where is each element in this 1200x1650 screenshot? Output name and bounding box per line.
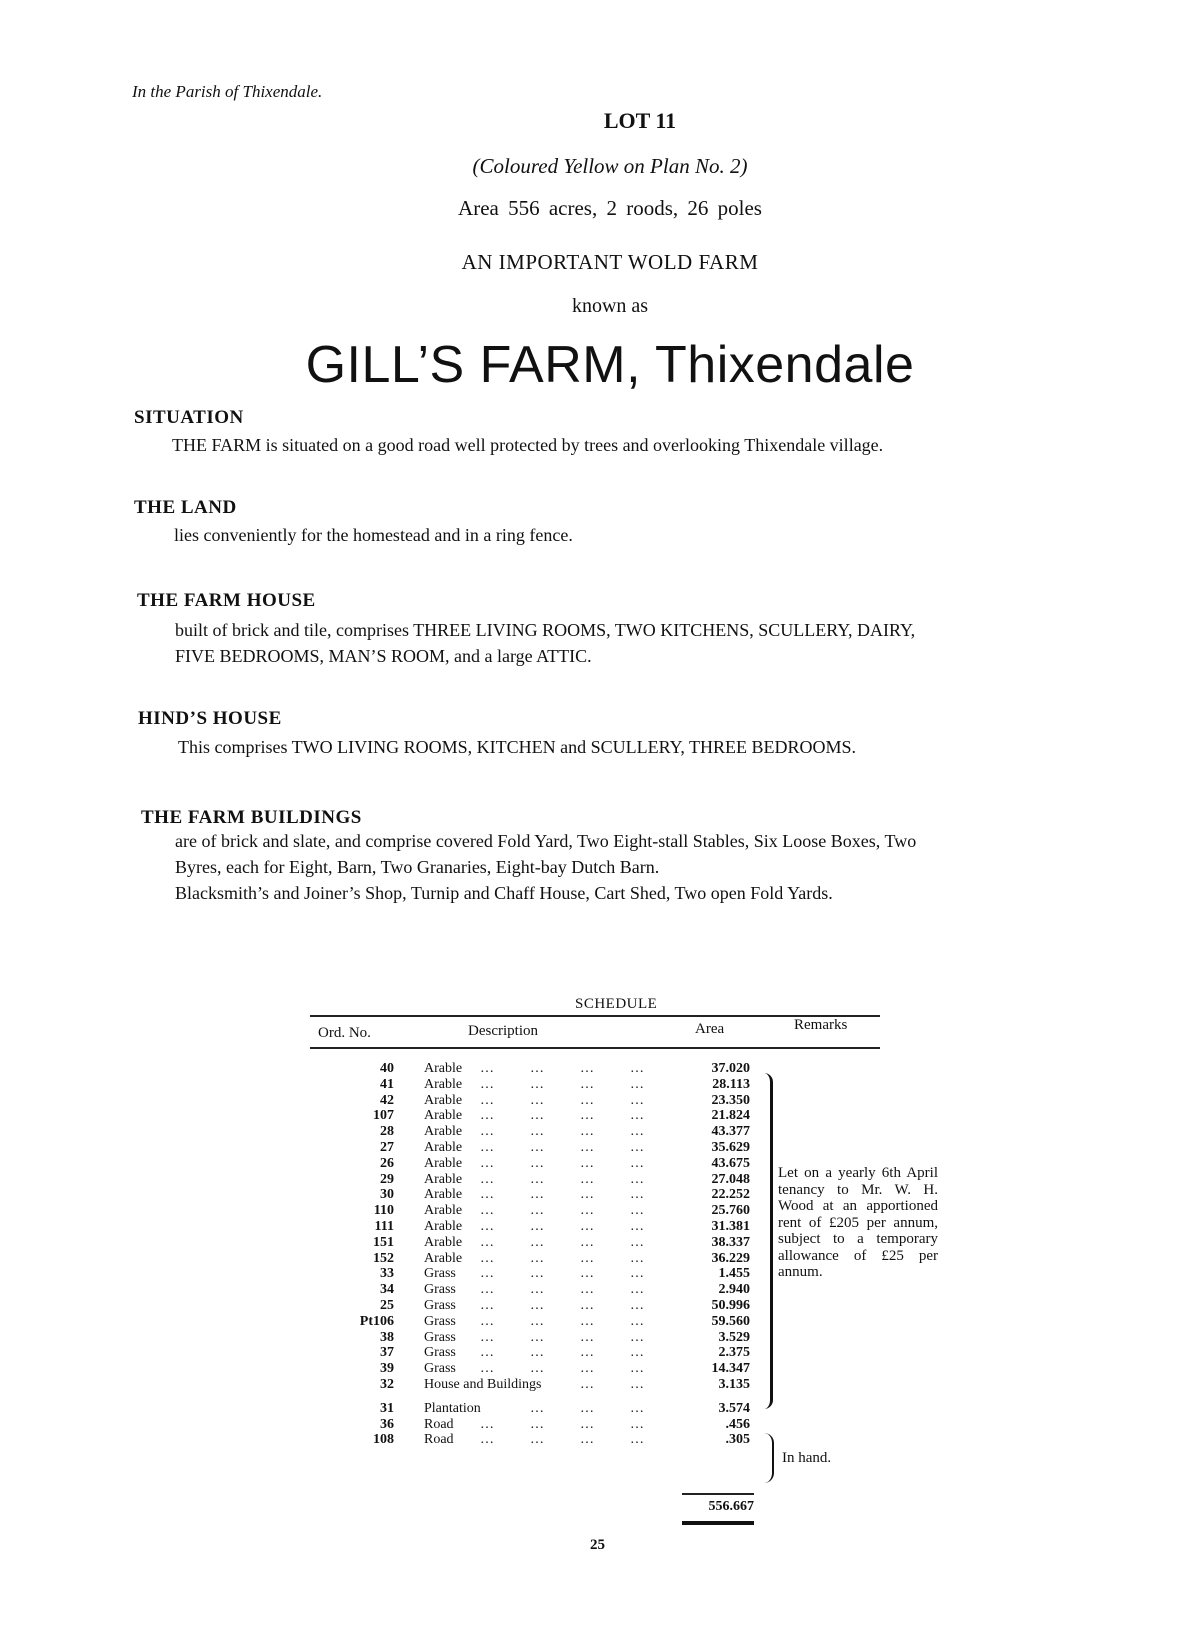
ord-number: 26 — [380, 1155, 394, 1171]
ord-number: 29 — [380, 1171, 394, 1187]
description: Arable — [424, 1203, 463, 1219]
column-header-area: Area — [695, 1021, 725, 1037]
leader-dots: … — [530, 1250, 545, 1266]
leader-dots: … — [580, 1219, 595, 1234]
section-line: Blacksmith’s and Joiner’s Shop, Turnip and Chaff House, Cart Shed, Two open Fold Yards. — [175, 883, 833, 903]
description: Arable — [424, 1061, 463, 1076]
description: Road — [424, 1432, 454, 1448]
leader-dots: … — [580, 1124, 595, 1140]
area-value: 2.375 — [718, 1345, 750, 1361]
ord-number: 40 — [380, 1061, 394, 1076]
section-line: FIVE BEDROOMS, MAN’S ROOM, and a large ATTIC. — [175, 646, 592, 666]
ord-number: 28 — [380, 1124, 394, 1140]
area-value: 38.337 — [711, 1234, 750, 1250]
leader-dots: … — [580, 1282, 595, 1298]
area-value: 3.529 — [718, 1329, 750, 1345]
leader-dots: … — [530, 1219, 545, 1234]
leader-dots: … — [630, 1345, 645, 1361]
section-heading-land: THE LAND — [134, 497, 237, 518]
area-value: .305 — [725, 1432, 750, 1448]
leader-dots: … — [630, 1187, 645, 1203]
ord-number: 38 — [380, 1329, 394, 1345]
description: Arable — [424, 1250, 463, 1266]
leader-dots: … — [630, 1400, 645, 1416]
section-body-situation — [172, 435, 883, 466]
description: Grass — [424, 1282, 456, 1298]
leader-dots: … — [580, 1377, 595, 1392]
leader-dots: … — [480, 1092, 495, 1108]
ord-number: 110 — [373, 1203, 394, 1219]
leader-dots: … — [630, 1203, 645, 1219]
section-body-hinds-house — [178, 737, 856, 768]
leader-dots: … — [480, 1234, 495, 1250]
leader-dots: … — [480, 1140, 495, 1155]
table-row — [330, 1203, 750, 1219]
leader-dots: … — [630, 1092, 645, 1108]
leader-dots: … — [630, 1124, 645, 1140]
leader-dots: … — [530, 1313, 545, 1329]
ord-number: 25 — [380, 1298, 394, 1313]
area-line: Area 556 acres, 2 roods, 26 poles — [458, 196, 762, 220]
description: Grass — [424, 1266, 456, 1282]
table-row — [330, 1314, 750, 1330]
description: Arable — [424, 1155, 463, 1171]
ord-number: Pt106 — [359, 1313, 394, 1329]
total-double-rule — [682, 1521, 754, 1525]
leader-dots: … — [530, 1266, 545, 1282]
schedule-title: SCHEDULE — [575, 996, 658, 1012]
area-value: 59.560 — [711, 1313, 750, 1329]
leader-dots: … — [580, 1345, 595, 1361]
leader-dots: … — [580, 1140, 595, 1155]
leader-dots: … — [480, 1250, 495, 1266]
area-value: 36.229 — [711, 1250, 750, 1266]
table-row — [330, 1140, 750, 1156]
known-as: known as — [571, 295, 649, 317]
area-value: 27.048 — [711, 1171, 750, 1187]
leader-dots: … — [630, 1171, 645, 1187]
leader-dots: … — [630, 1361, 645, 1377]
leader-dots: … — [630, 1377, 645, 1392]
ord-number: 42 — [380, 1092, 394, 1108]
lot-title: LOT 11 — [603, 108, 677, 133]
ord-number: 32 — [380, 1377, 394, 1392]
table-row — [330, 1108, 750, 1124]
leader-dots: … — [480, 1187, 495, 1203]
section-heading-farm-house: THE FARM HOUSE — [137, 590, 316, 611]
leader-dots: … — [530, 1282, 545, 1298]
leader-dots: … — [480, 1345, 495, 1361]
leader-dots: … — [580, 1108, 595, 1124]
area-value: 50.996 — [711, 1298, 750, 1313]
farm-type: AN IMPORTANT WOLD FARM — [461, 250, 759, 274]
description: Grass — [424, 1313, 456, 1329]
area-value: 43.675 — [711, 1155, 750, 1171]
description: Grass — [424, 1345, 456, 1361]
leader-dots: … — [580, 1234, 595, 1250]
page-number: 25 — [590, 1537, 605, 1553]
section-body-farm-buildings — [175, 828, 916, 906]
table-row — [330, 1219, 750, 1235]
description: Grass — [424, 1361, 456, 1377]
leader-dots: … — [580, 1076, 595, 1092]
leader-dots: … — [580, 1400, 595, 1416]
column-header-ord: Ord. No. — [318, 1025, 371, 1041]
table-header-rule — [310, 1047, 880, 1049]
leader-dots: … — [630, 1329, 645, 1345]
leader-dots: … — [480, 1266, 495, 1282]
leader-dots: … — [580, 1329, 595, 1345]
leader-dots: … — [530, 1171, 545, 1187]
leader-dots: … — [630, 1219, 645, 1234]
table-row — [330, 1298, 750, 1314]
brace-in-hand-rows — [764, 1433, 774, 1483]
table-row — [330, 1266, 750, 1282]
farm-name: GILL’S FARM, Thixendale — [305, 336, 915, 394]
leader-dots: … — [530, 1140, 545, 1155]
leader-dots: … — [530, 1076, 545, 1092]
description: House and Buildings — [424, 1377, 542, 1392]
leader-dots: … — [580, 1361, 595, 1377]
leader-dots: … — [480, 1313, 495, 1329]
leader-dots: … — [480, 1155, 495, 1171]
leader-dots: … — [630, 1076, 645, 1092]
leader-dots: … — [630, 1250, 645, 1266]
section-heading-farm-buildings: THE FARM BUILDINGS — [141, 807, 362, 828]
table-row — [330, 1417, 750, 1433]
ord-number: 36 — [380, 1416, 394, 1432]
leader-dots: … — [530, 1124, 545, 1140]
leader-dots: … — [530, 1345, 545, 1361]
table-row — [330, 1282, 750, 1298]
leader-dots: … — [530, 1203, 545, 1219]
description: Arable — [424, 1092, 463, 1108]
leader-dots: … — [630, 1313, 645, 1329]
leader-dots: … — [630, 1234, 645, 1250]
leader-dots: … — [630, 1416, 645, 1432]
area-value: 2.940 — [718, 1282, 750, 1298]
leader-dots: … — [480, 1298, 495, 1313]
area-value: 3.135 — [718, 1377, 750, 1392]
description: Arable — [424, 1219, 463, 1234]
area-value: 23.350 — [711, 1092, 750, 1108]
leader-dots: … — [630, 1155, 645, 1171]
ord-number: 37 — [380, 1345, 394, 1361]
leader-dots: … — [580, 1250, 595, 1266]
description: Arable — [424, 1076, 463, 1092]
ord-number: 108 — [373, 1432, 394, 1448]
area-value: 22.252 — [711, 1187, 750, 1203]
parish-caption: In the Parish of Thixendale. — [132, 82, 323, 101]
description: Plantation — [424, 1400, 481, 1416]
table-row — [330, 1361, 750, 1377]
area-value: 28.113 — [712, 1076, 750, 1092]
leader-dots: … — [530, 1187, 545, 1203]
description: Arable — [424, 1171, 463, 1187]
area-value: 37.020 — [711, 1061, 750, 1076]
leader-dots: … — [580, 1432, 595, 1448]
description: Grass — [424, 1329, 456, 1345]
ord-number: 27 — [380, 1140, 394, 1155]
leader-dots: … — [630, 1266, 645, 1282]
leader-dots: … — [480, 1219, 495, 1234]
description: Arable — [424, 1234, 463, 1250]
leader-dots: … — [530, 1234, 545, 1250]
ord-number: 39 — [380, 1361, 394, 1377]
area-value: 25.760 — [711, 1203, 750, 1219]
leader-dots: … — [530, 1329, 545, 1345]
leader-dots: … — [530, 1061, 545, 1076]
column-header-description: Description — [468, 1023, 538, 1039]
total-rule — [682, 1493, 754, 1495]
leader-dots: … — [630, 1432, 645, 1448]
table-row — [330, 1251, 750, 1267]
description: Grass — [424, 1298, 456, 1313]
area-value: 1.455 — [718, 1266, 750, 1282]
table-row — [330, 1093, 750, 1109]
section-heading-situation: SITUATION — [134, 407, 244, 428]
section-line: This comprises TWO LIVING ROOMS, KITCHEN and SCULLERY, THREE BEDROOMS. — [178, 737, 856, 757]
leader-dots: … — [530, 1092, 545, 1108]
section-heading-hinds-house: HIND’S HOUSE — [138, 708, 282, 729]
total-area: 556.667 — [708, 1499, 754, 1514]
plan-note-text: (Coloured Yellow on Plan No. 2) — [472, 154, 748, 178]
section-line: Byres, each for Eight, Barn, Two Granaries, Eight-bay Dutch Barn. — [175, 857, 660, 877]
description: Arable — [424, 1140, 463, 1155]
section-line: are of brick and slate, and comprise covered Fold Yard, Two Eight-stall Stables, Six Loose Boxes, Two — [175, 831, 917, 851]
description: Arable — [424, 1124, 463, 1140]
leader-dots: … — [530, 1298, 545, 1313]
table-row — [330, 1061, 750, 1077]
area-value: 43.377 — [711, 1124, 750, 1140]
leader-dots: … — [630, 1140, 645, 1155]
leader-dots: … — [580, 1155, 595, 1171]
leader-dots: … — [630, 1108, 645, 1124]
leader-dots: … — [480, 1061, 495, 1076]
table-row — [330, 1330, 750, 1346]
table-row — [330, 1377, 750, 1393]
area-value: 14.347 — [711, 1361, 750, 1377]
leader-dots: … — [530, 1400, 545, 1416]
leader-dots: … — [630, 1282, 645, 1298]
table-row — [330, 1156, 750, 1172]
brace-let-rows — [764, 1073, 773, 1409]
leader-dots: … — [580, 1171, 595, 1187]
leader-dots: … — [480, 1076, 495, 1092]
leader-dots: … — [630, 1298, 645, 1313]
area-value: 21.824 — [711, 1108, 750, 1124]
description: Road — [424, 1416, 454, 1432]
leader-dots: … — [480, 1282, 495, 1298]
area-value: 31.381 — [711, 1219, 750, 1234]
leader-dots: … — [580, 1092, 595, 1108]
leader-dots: … — [530, 1416, 545, 1432]
leader-dots: … — [480, 1432, 495, 1448]
leader-dots: … — [580, 1061, 595, 1076]
leader-dots: … — [530, 1432, 545, 1448]
leader-dots: … — [480, 1124, 495, 1140]
leader-dots: … — [530, 1155, 545, 1171]
table-row — [330, 1432, 750, 1448]
leader-dots: … — [580, 1416, 595, 1432]
area-value: 3.574 — [718, 1400, 750, 1416]
ord-number: 31 — [380, 1400, 394, 1416]
leader-dots: … — [480, 1108, 495, 1124]
leader-dots: … — [580, 1313, 595, 1329]
ord-number: 111 — [374, 1219, 394, 1234]
table-row — [330, 1172, 750, 1188]
ord-number: 34 — [380, 1282, 394, 1298]
section-body-farm-house — [175, 617, 915, 669]
ord-number: 107 — [373, 1108, 394, 1124]
plan-note — [360, 154, 860, 179]
ord-number: 41 — [380, 1076, 394, 1092]
area-value: .456 — [725, 1416, 750, 1432]
leader-dots: … — [480, 1203, 495, 1219]
leader-dots: … — [580, 1266, 595, 1282]
ord-number: 30 — [380, 1187, 394, 1203]
leader-dots: … — [580, 1187, 595, 1203]
column-header-remarks: Remarks — [794, 1017, 848, 1033]
description: Arable — [424, 1187, 463, 1203]
table-row — [330, 1401, 750, 1417]
table-row — [330, 1077, 750, 1093]
leader-dots: … — [480, 1329, 495, 1345]
remarks-let: Let on a yearly 6th April tenancy to Mr. W. H. Wood at an apportioned rent of £205 per annum, subject to a temporary allowance of £25 per annum. — [778, 1165, 938, 1280]
table-row — [330, 1124, 750, 1140]
section-line: lies conveniently for the homestead and in a ring fence. — [174, 525, 573, 545]
table-row — [330, 1345, 750, 1361]
ord-number: 33 — [380, 1266, 394, 1282]
leader-dots: … — [480, 1416, 495, 1432]
description: Arable — [424, 1108, 463, 1124]
leader-dots: … — [530, 1361, 545, 1377]
section-line: THE FARM is situated on a good road well protected by trees and overlooking Thixendale village. — [172, 435, 884, 455]
leader-dots: … — [630, 1061, 645, 1076]
leader-dots: … — [480, 1361, 495, 1377]
table-row — [330, 1235, 750, 1251]
ord-number: 152 — [373, 1250, 394, 1266]
leader-dots: … — [580, 1203, 595, 1219]
table-row — [330, 1187, 750, 1203]
section-line: built of brick and tile, comprises THREE LIVING ROOMS, TWO KITCHENS, SCULLERY, DAIRY, — [175, 620, 916, 640]
area-value: 35.629 — [711, 1140, 750, 1155]
ord-number: 151 — [373, 1234, 394, 1250]
leader-dots: … — [580, 1298, 595, 1313]
section-body-land — [174, 525, 573, 556]
leader-dots: … — [530, 1108, 545, 1124]
remarks-in-hand: In hand. — [782, 1450, 832, 1466]
leader-dots: … — [480, 1171, 495, 1187]
